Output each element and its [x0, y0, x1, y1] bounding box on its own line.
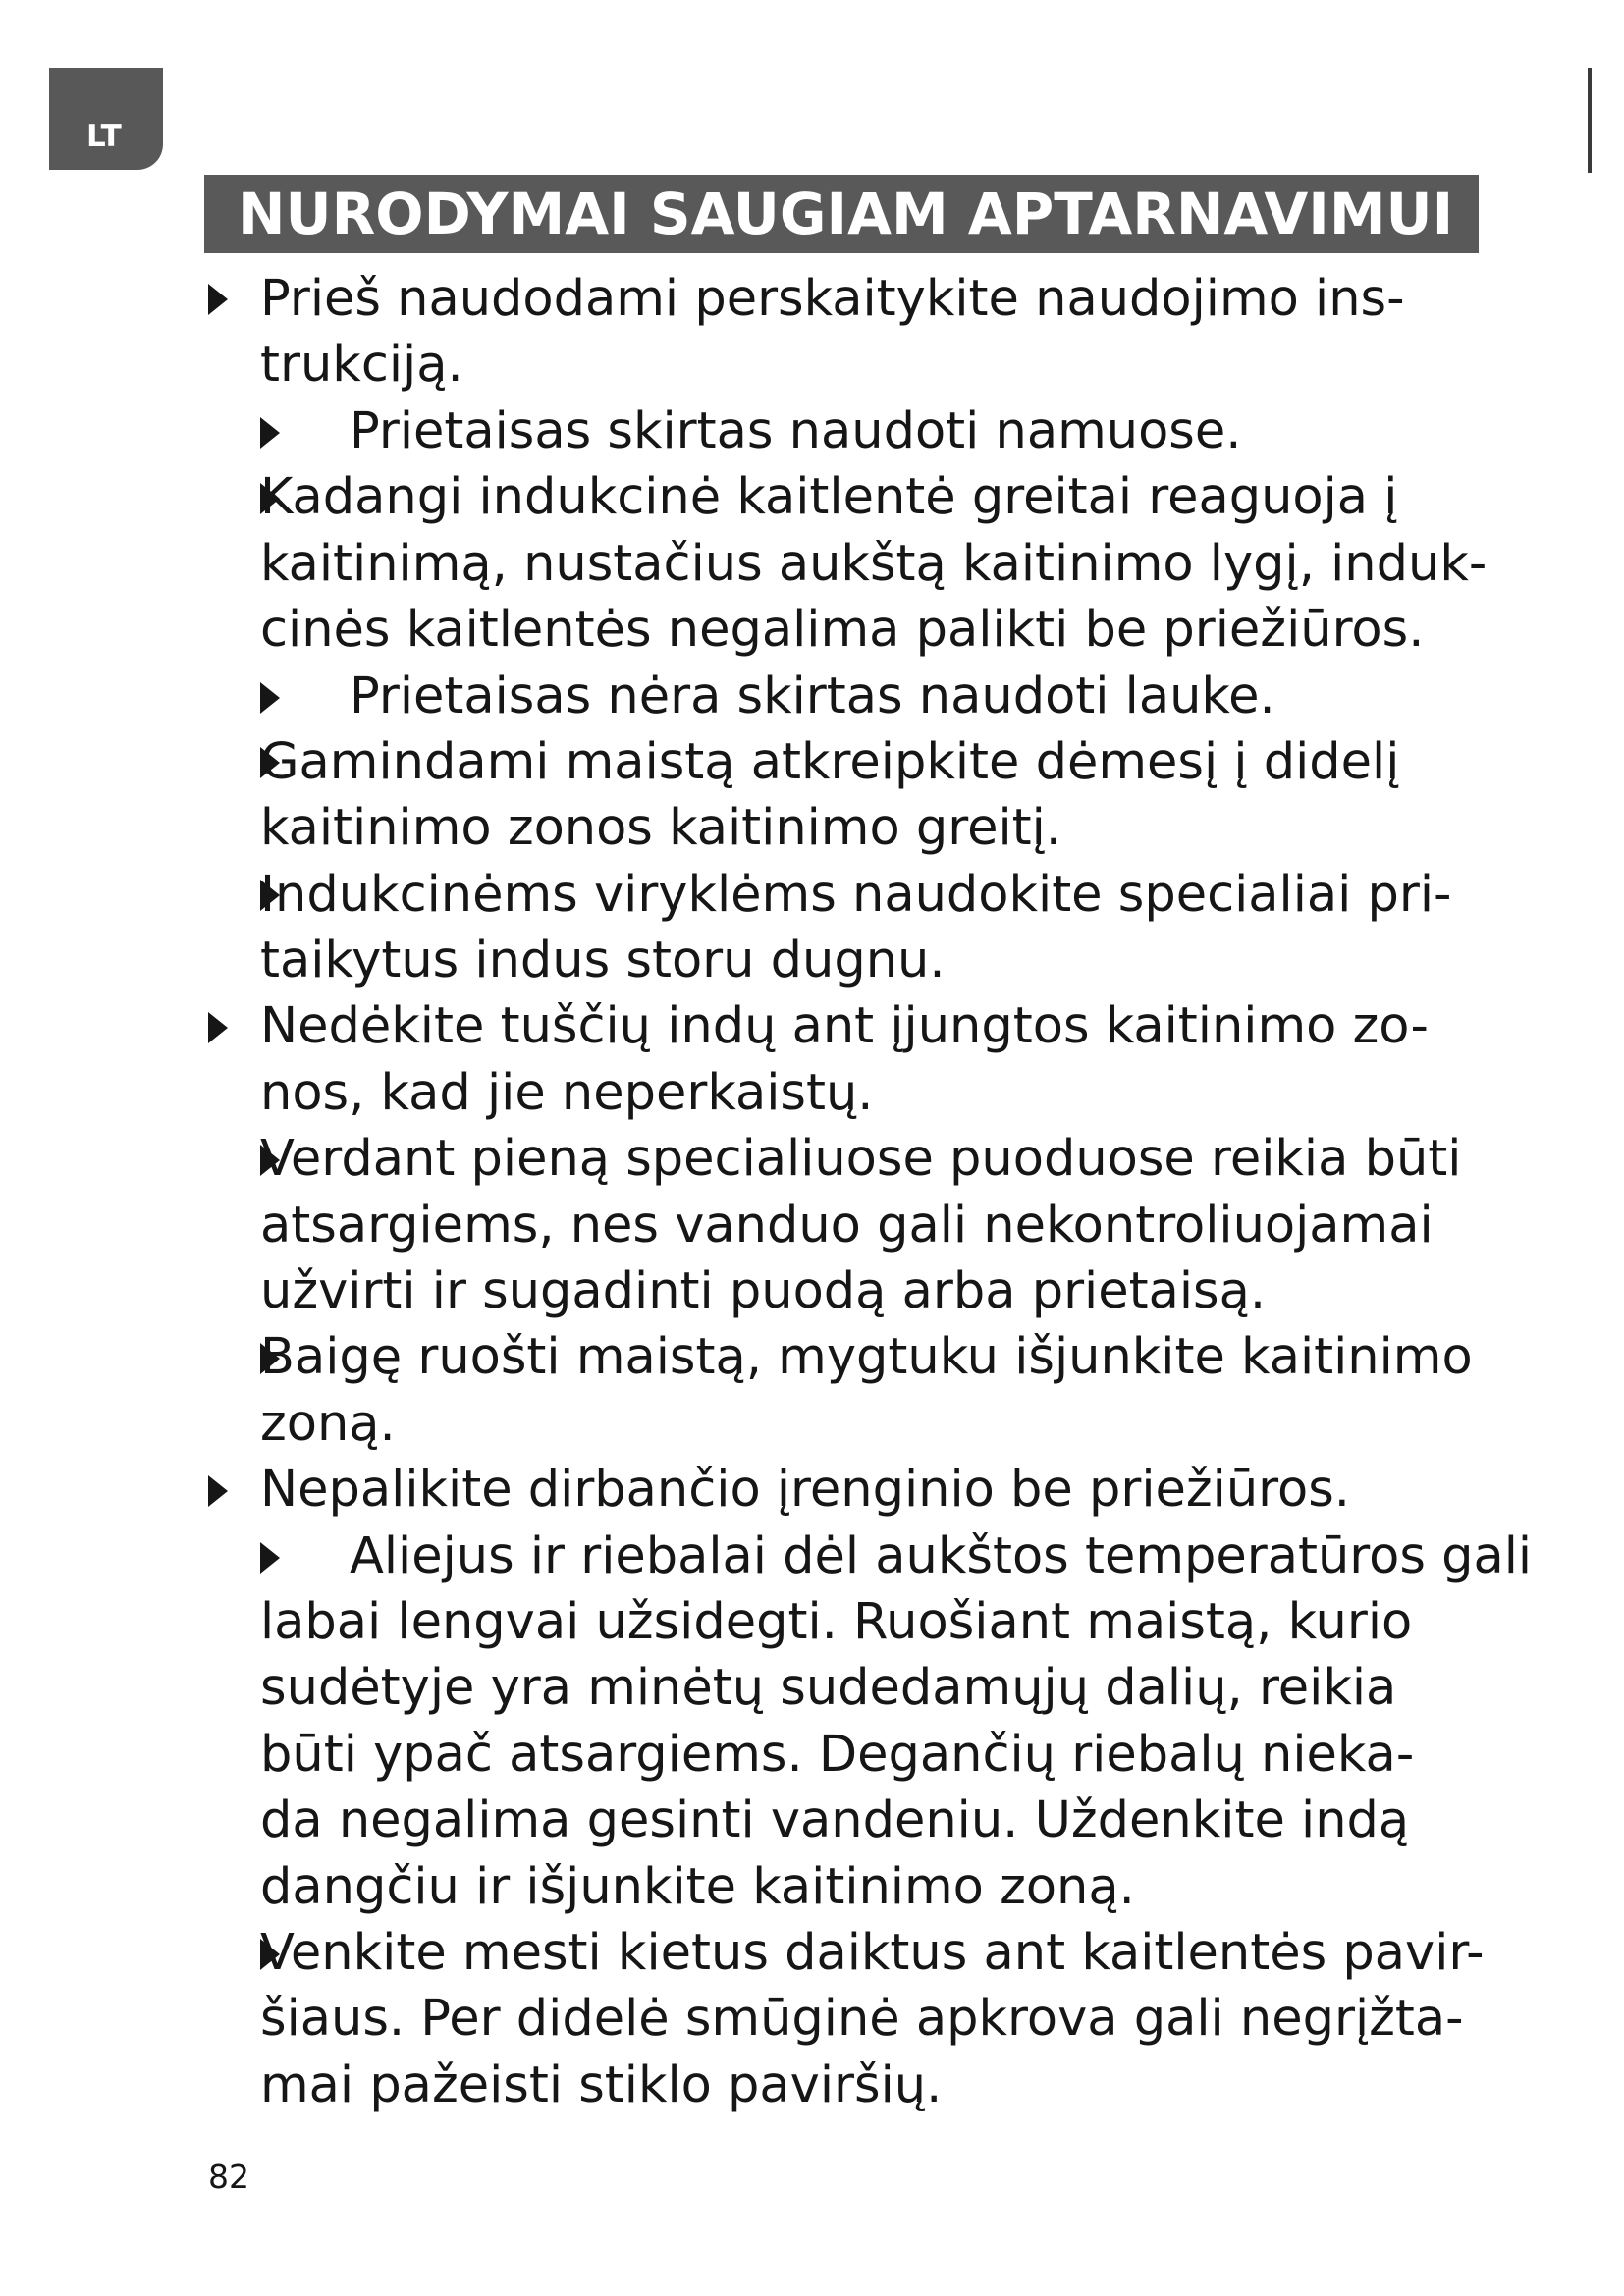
text-line: dangčiu ir išjunkite kaitinimo zoną.: [260, 1858, 1135, 1916]
bullet-marker: [260, 417, 280, 449]
text-line: šiaus. Per didelė smūginė apkrova gali negrįžta-: [260, 1990, 1464, 2048]
text-line: cinės kaitlentės negalima palikti be priežiūros.: [260, 601, 1425, 659]
language-tab: LT: [49, 68, 163, 170]
text-line: Aliejus ir riebalai dėl aukštos temperatūros gali: [350, 1527, 1533, 1585]
bullet-marker: [208, 1012, 228, 1043]
section-title: NURODYMAI SAUGIAM APTARNAVIMUI: [238, 181, 1454, 247]
text-line: sudėtyje yra minėtų sudedamųjų dalių, reikia: [260, 1659, 1397, 1717]
text-line: Prietaisas skirtas naudoti namuose.: [350, 402, 1242, 460]
text-line: da negalima gesinti vandeniu. Uždenkite indą: [260, 1791, 1410, 1849]
text-line: trukciją.: [260, 336, 463, 394]
text-line: užvirti ir sugadinti puodą arba prietaisą.: [260, 1262, 1267, 1320]
section-title-bar: [204, 175, 1479, 253]
page-edge-marker: [1588, 68, 1592, 173]
text-line: kaitinimo zonos kaitinimo greitį.: [260, 799, 1062, 857]
text-line: Nedėkite tuščių indų ant įjungtos kaitinimo zo-: [260, 997, 1429, 1055]
text-line: mai pažeisti stiklo paviršių.: [260, 2056, 943, 2114]
text-line: Kadangi indukcinė kaitlentė greitai reaguoja į: [260, 468, 1398, 526]
text-line: Verdant pieną specialiuose puoduose reikia būti: [260, 1130, 1462, 1188]
text-line: kaitinimą, nustačius aukštą kaitinimo lygį, induk-: [260, 535, 1488, 593]
text-line: Gamindami maistą atkreipkite dėmesį į didelį: [260, 733, 1400, 791]
text-line: Nepalikite dirbančio įrenginio be priežiūros.: [260, 1461, 1350, 1519]
text-line: Indukcinėms viryklėms naudokite specialiai pri-: [260, 866, 1452, 924]
bullet-marker: [208, 1475, 228, 1507]
page-number: 82: [208, 2158, 249, 2196]
text-line: Venkite mesti kietus daiktus ant kaitlentės pavir-: [260, 1924, 1485, 1982]
text-line: atsargiems, nes vanduo gali nekontroliuojamai: [260, 1197, 1434, 1255]
text-line: zoną.: [260, 1395, 396, 1453]
text-line: labai lengvai užsidegti. Ruošiant maistą, kurio: [260, 1593, 1413, 1651]
text-line: Prieš naudodami perskaitykite naudojimo ins-: [260, 270, 1405, 328]
bullet-marker: [260, 682, 280, 714]
bullet-marker: [208, 284, 228, 315]
text-line: Prietaisas nėra skirtas naudoti lauke.: [350, 667, 1275, 725]
text-line: taikytus indus storu dugnu.: [260, 932, 946, 989]
bullet-marker: [260, 1542, 280, 1574]
text-line: būti ypač atsargiems. Degančių riebalų nieka-: [260, 1726, 1415, 1784]
text-line: Baigę ruošti maistą, mygtuku išjunkite kaitinimo: [260, 1328, 1473, 1386]
text-line: nos, kad jie neperkaistų.: [260, 1064, 874, 1122]
